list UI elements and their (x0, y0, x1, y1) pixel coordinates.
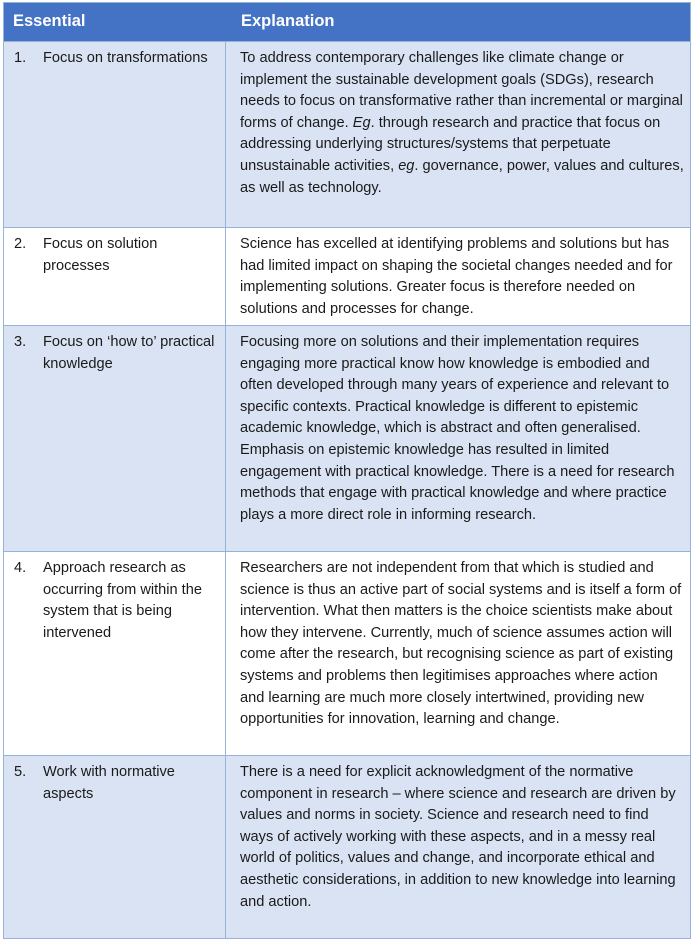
explanation-text (226, 42, 690, 227)
text-run: Science has excelled at identifying problems and solutions but has had limited impact on shaping the societal changes needed and for implementing solutions. Greater focus is therefore needed on solutions and processes for change. (240, 236, 673, 317)
row-number: 2. (14, 236, 27, 252)
essential-cell (4, 552, 226, 755)
italic-run: eg (398, 157, 415, 174)
essential-text: Work with normative aspects (43, 764, 175, 802)
text-run: Researchers are not independent from that which is studied and science is thus an active part of social systems and is itself a form of intervention. What then matters is the choice scientists make about how they intervene. Currently, much of science assumes action will come after the research, but recognising science as part of existing systems and problems then legitimises approaches where action and learning are much more closely intertwined, providing new opportunities for innovation, learning and change. (240, 560, 682, 728)
table-header (4, 3, 690, 41)
explanation-text (226, 552, 690, 755)
text-run: There is a need for explicit acknowledgment of the normative component in research – where science and research are driven by values and norms in society. Science and research need to find ways of actively working with these aspects, and in a messy real world of politics, values and change, and incorporate ethical and aesthetic considerations, in addition to new knowledge into learning and action. (240, 764, 676, 910)
essential-text: Focus on solution processes (43, 236, 158, 274)
essential-cell (4, 42, 226, 227)
essential-cell (4, 228, 226, 325)
table-row (4, 41, 690, 227)
table-row (4, 227, 690, 325)
row-number: 1. (14, 50, 27, 66)
italic-run: Eg (352, 114, 371, 131)
row-number: 3. (14, 334, 27, 350)
header-essential: Essential (13, 12, 86, 31)
header-explanation: Explanation (241, 12, 335, 31)
essentials-table (3, 2, 691, 939)
essential-cell (4, 326, 226, 551)
explanation-text (226, 326, 690, 551)
text-run: . through research and practice that focus on addressing underlying structures/systems that perpetuate unsustainable activities, (240, 114, 661, 174)
text-run: To address contemporary challenges like climate change or implement the sustainable development goals (SDGs), research needs to focus on transformative rather than incremental or marginal forms of change. (240, 50, 683, 131)
table-row (4, 551, 690, 755)
table-row (4, 325, 690, 551)
row-number: 4. (14, 560, 27, 576)
essential-cell (4, 756, 226, 938)
explanation-text (226, 228, 690, 325)
explanation-text (226, 756, 690, 938)
text-run: . governance, power, values and cultures, as well as technology. (240, 157, 684, 196)
row-number: 5. (14, 764, 27, 780)
text-run: Focusing more on solutions and their implementation requires engaging more practical know how knowledge is embodied and often developed through many years of experience and relevant to specific contexts. Practical knowledge is different to epistemic academic knowledge, which is abstract and often generalised. Emphasis on epistemic knowledge has resulted in limited engagement with practical knowledge. There is a need for research methods that engage with practical knowledge and where practice plays a more direct role in informing research. (240, 334, 675, 523)
essential-text: Focus on transformations (43, 50, 208, 66)
essential-text: Approach research as occurring from within the system that is being intervened (43, 560, 202, 641)
table-row (4, 755, 690, 938)
essential-text: Focus on ‘how to’ practical knowledge (43, 334, 215, 372)
